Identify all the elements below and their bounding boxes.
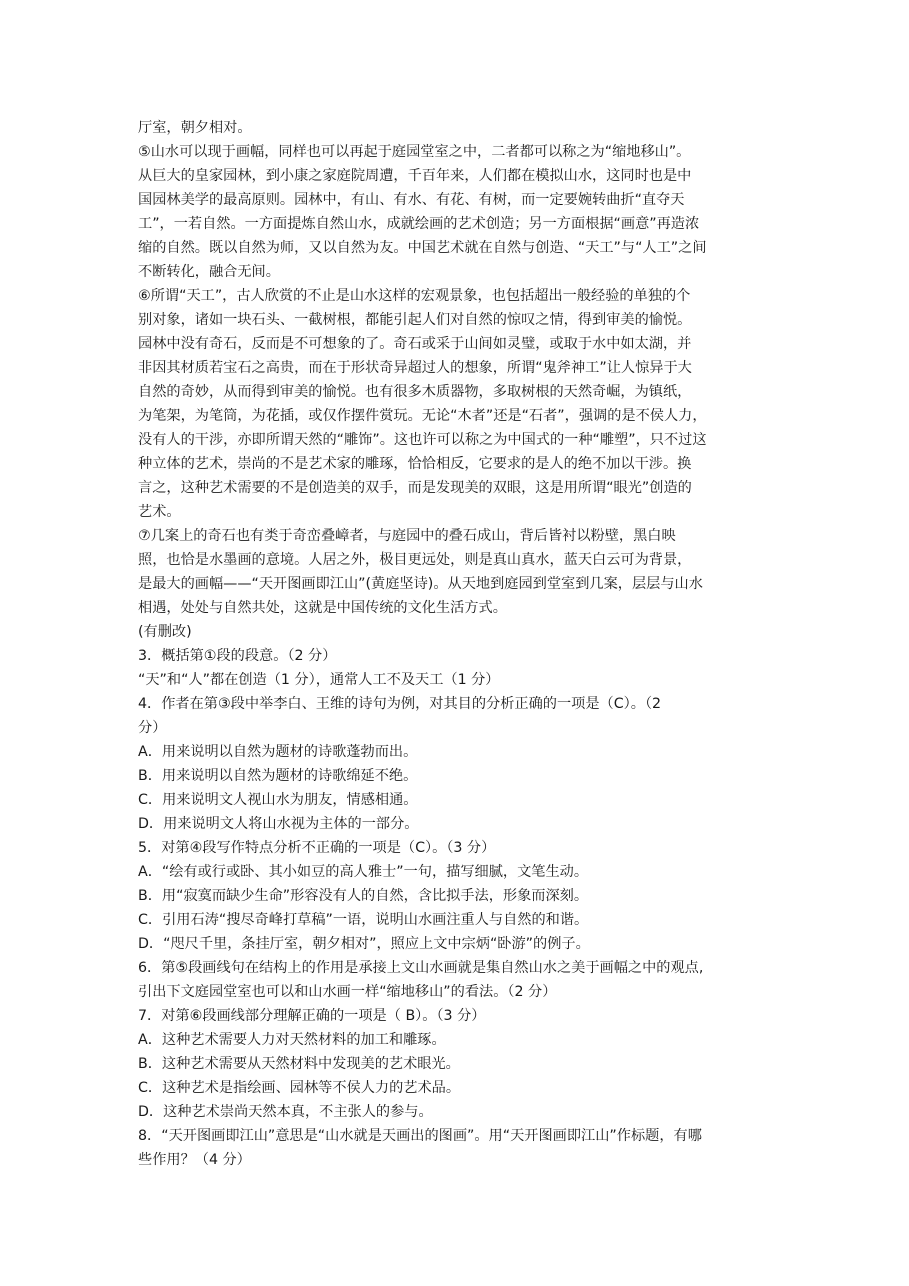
text-line: 自然的奇妙，从而得到审美的愉悦。也有很多木质器物，多取树根的天然奇崛，为镇纸， — [138, 384, 692, 400]
answer-3: “天”和“人”都在创造（1 分），通常人工不及天工（1 分） — [138, 672, 500, 688]
option-c: C．引用石涛“搜尽奇峰打草稿”一语，说明山水画注重人与自然的和谐。 — [138, 912, 589, 928]
option-a: A．用来说明以自然为题材的诗歌蓬勃而出。 — [138, 744, 418, 760]
text-line: 园林中没有奇石，反而是不可想象的了。奇石或采于山间如灵璧，或取于水中如太湖，并 — [138, 336, 692, 352]
text-line: 国园林美学的最高原则。园林中，有山、有水、有花、有树，而一定要婉转曲折“直夺天 — [138, 192, 685, 208]
text-line: 为笔架，为笔筒，为花插，或仅作摆件赏玩。无论“木者”还是“石者”，强调的是不侯人力， — [138, 408, 707, 424]
option-b: B．这种艺术需要从天然材料中发现美的艺术眼光。 — [138, 1056, 460, 1072]
question-4: 4．作者在第③段中举李白、王维的诗句为例，对其目的分析正确的一项是（C）。（2 — [138, 696, 662, 712]
text-line: 缩的自然。既以自然为师，又以自然为友。中国艺术就在自然与创造、“天工”与“人工”之间 — [138, 240, 707, 256]
text-line: ⑥所谓“天工”，古人欣赏的不止是山水这样的宏观景象，也包括超出一般经验的单独的个 — [138, 288, 691, 304]
option-c: C．这种艺术是指绘画、园林等不侯人力的艺术品。 — [138, 1080, 461, 1096]
text-line: 不断转化，融合无间。 — [138, 264, 280, 280]
text-line: 是最大的画幅——“天开图画即江山”(黄庭坚诗)。从天地到庭园到堂室到几案，层层与山水 — [138, 576, 703, 592]
text-line: 工”，一若自然。一方面提炼自然山水，成就绘画的艺术创造；另一方面根据“画意”再造浓 — [138, 216, 700, 232]
option-b: B．用来说明以自然为题材的诗歌绵延不绝。 — [138, 768, 418, 784]
question-8: 8．“天开图画即江山”意思是“山水就是天画出的图画”。用“天开图画即江山”作标题，有哪 — [138, 1128, 702, 1144]
option-c: C．用来说明文人视山水为朋友，情感相通。 — [138, 792, 418, 808]
option-d: D．“咫尺千里，条挂厅室，朝夕相对”，照应上文中宗炳“卧游”的例子。 — [138, 936, 590, 952]
text-line: 厅室，朝夕相对。 — [138, 120, 252, 136]
question-5: 5．对第④段写作特点分析不正确的一项是（C）。（3 分） — [138, 840, 496, 856]
question-6: 6．第⑤段画线句在结构上的作用是承接上文山水画就是集自然山水之美于画幅之中的观点, — [138, 960, 704, 976]
question-3: 3．概括第①段的段意。（2 分） — [138, 648, 337, 664]
option-a: A．这种艺术需要人力对天然材料的加工和雕琢。 — [138, 1032, 446, 1048]
text-line: 没有人的干涉，亦即所谓天然的“雕饰”。这也许可以称之为中国式的一种“雕塑”，只不过这 — [138, 432, 707, 448]
option-b: B．用“寂寞而缺少生命”形容没有人的自然，含比拟手法，形象而深刻。 — [138, 888, 589, 904]
question-4-cont: 分） — [138, 720, 167, 736]
text-line: 种立体的艺术，崇尚的不是艺术家的雕琢，恰恰相反，它要求的是人的绝不加以干涉。换 — [138, 456, 692, 472]
text-line: 艺术。 — [138, 504, 181, 520]
text-line: 照，也恰是水墨画的意境。人居之外，极目更远处，则是真山真水，蓝天白云可为背景， — [138, 552, 692, 568]
text-line: 别对象，诸如一块石头、一截树根，都能引起人们对自然的惊叹之情，得到审美的愉悦。 — [138, 312, 692, 328]
option-d: D．这种艺术崇尚天然本真，不主张人的参与。 — [138, 1104, 433, 1120]
source-note: (有删改) — [138, 624, 192, 640]
option-a: A．“绘有或行或卧、其小如豆的高人雅士”一句，描写细腻，文笔生动。 — [138, 864, 589, 880]
text-line: 言之，这种艺术需要的不是创造美的双手，而是发现美的双眼，这是用所谓“眼光”创造的 — [138, 480, 692, 496]
question-7: 7．对第⑥段画线部分理解正确的一项是（ B）。（3 分） — [138, 1008, 486, 1024]
text-line: 非因其材质若宝石之高贵，而在于形状奇异超过人的想象，所谓“鬼斧神工”让人惊异于大 — [138, 360, 692, 376]
text-line: 相遇，处处与自然共处，这就是中国传统的文化生活方式。 — [138, 600, 507, 616]
option-d: D．用来说明文人将山水视为主体的一部分。 — [138, 816, 419, 832]
text-line: ⑦几案上的奇石也有类于奇峦叠嶂者，与庭园中的叠石成山，背后皆衬以粉壁，黑白映 — [138, 528, 676, 544]
question-8-cont: 些作用？（4 分） — [138, 1152, 251, 1168]
text-line: 从巨大的皇家园林，到小康之家庭院周遭，千百年来，人们都在模拟山水，这同时也是中 — [138, 168, 692, 184]
question-6-cont: 引出下文庭园堂室也可以和山水画一样“缩地移山”的看法。（2 分） — [138, 984, 557, 1000]
text-line: ⑤山水可以现于画幅，同样也可以再起于庭园堂室之中，二者都可以称之为“缩地移山”。 — [138, 144, 691, 160]
